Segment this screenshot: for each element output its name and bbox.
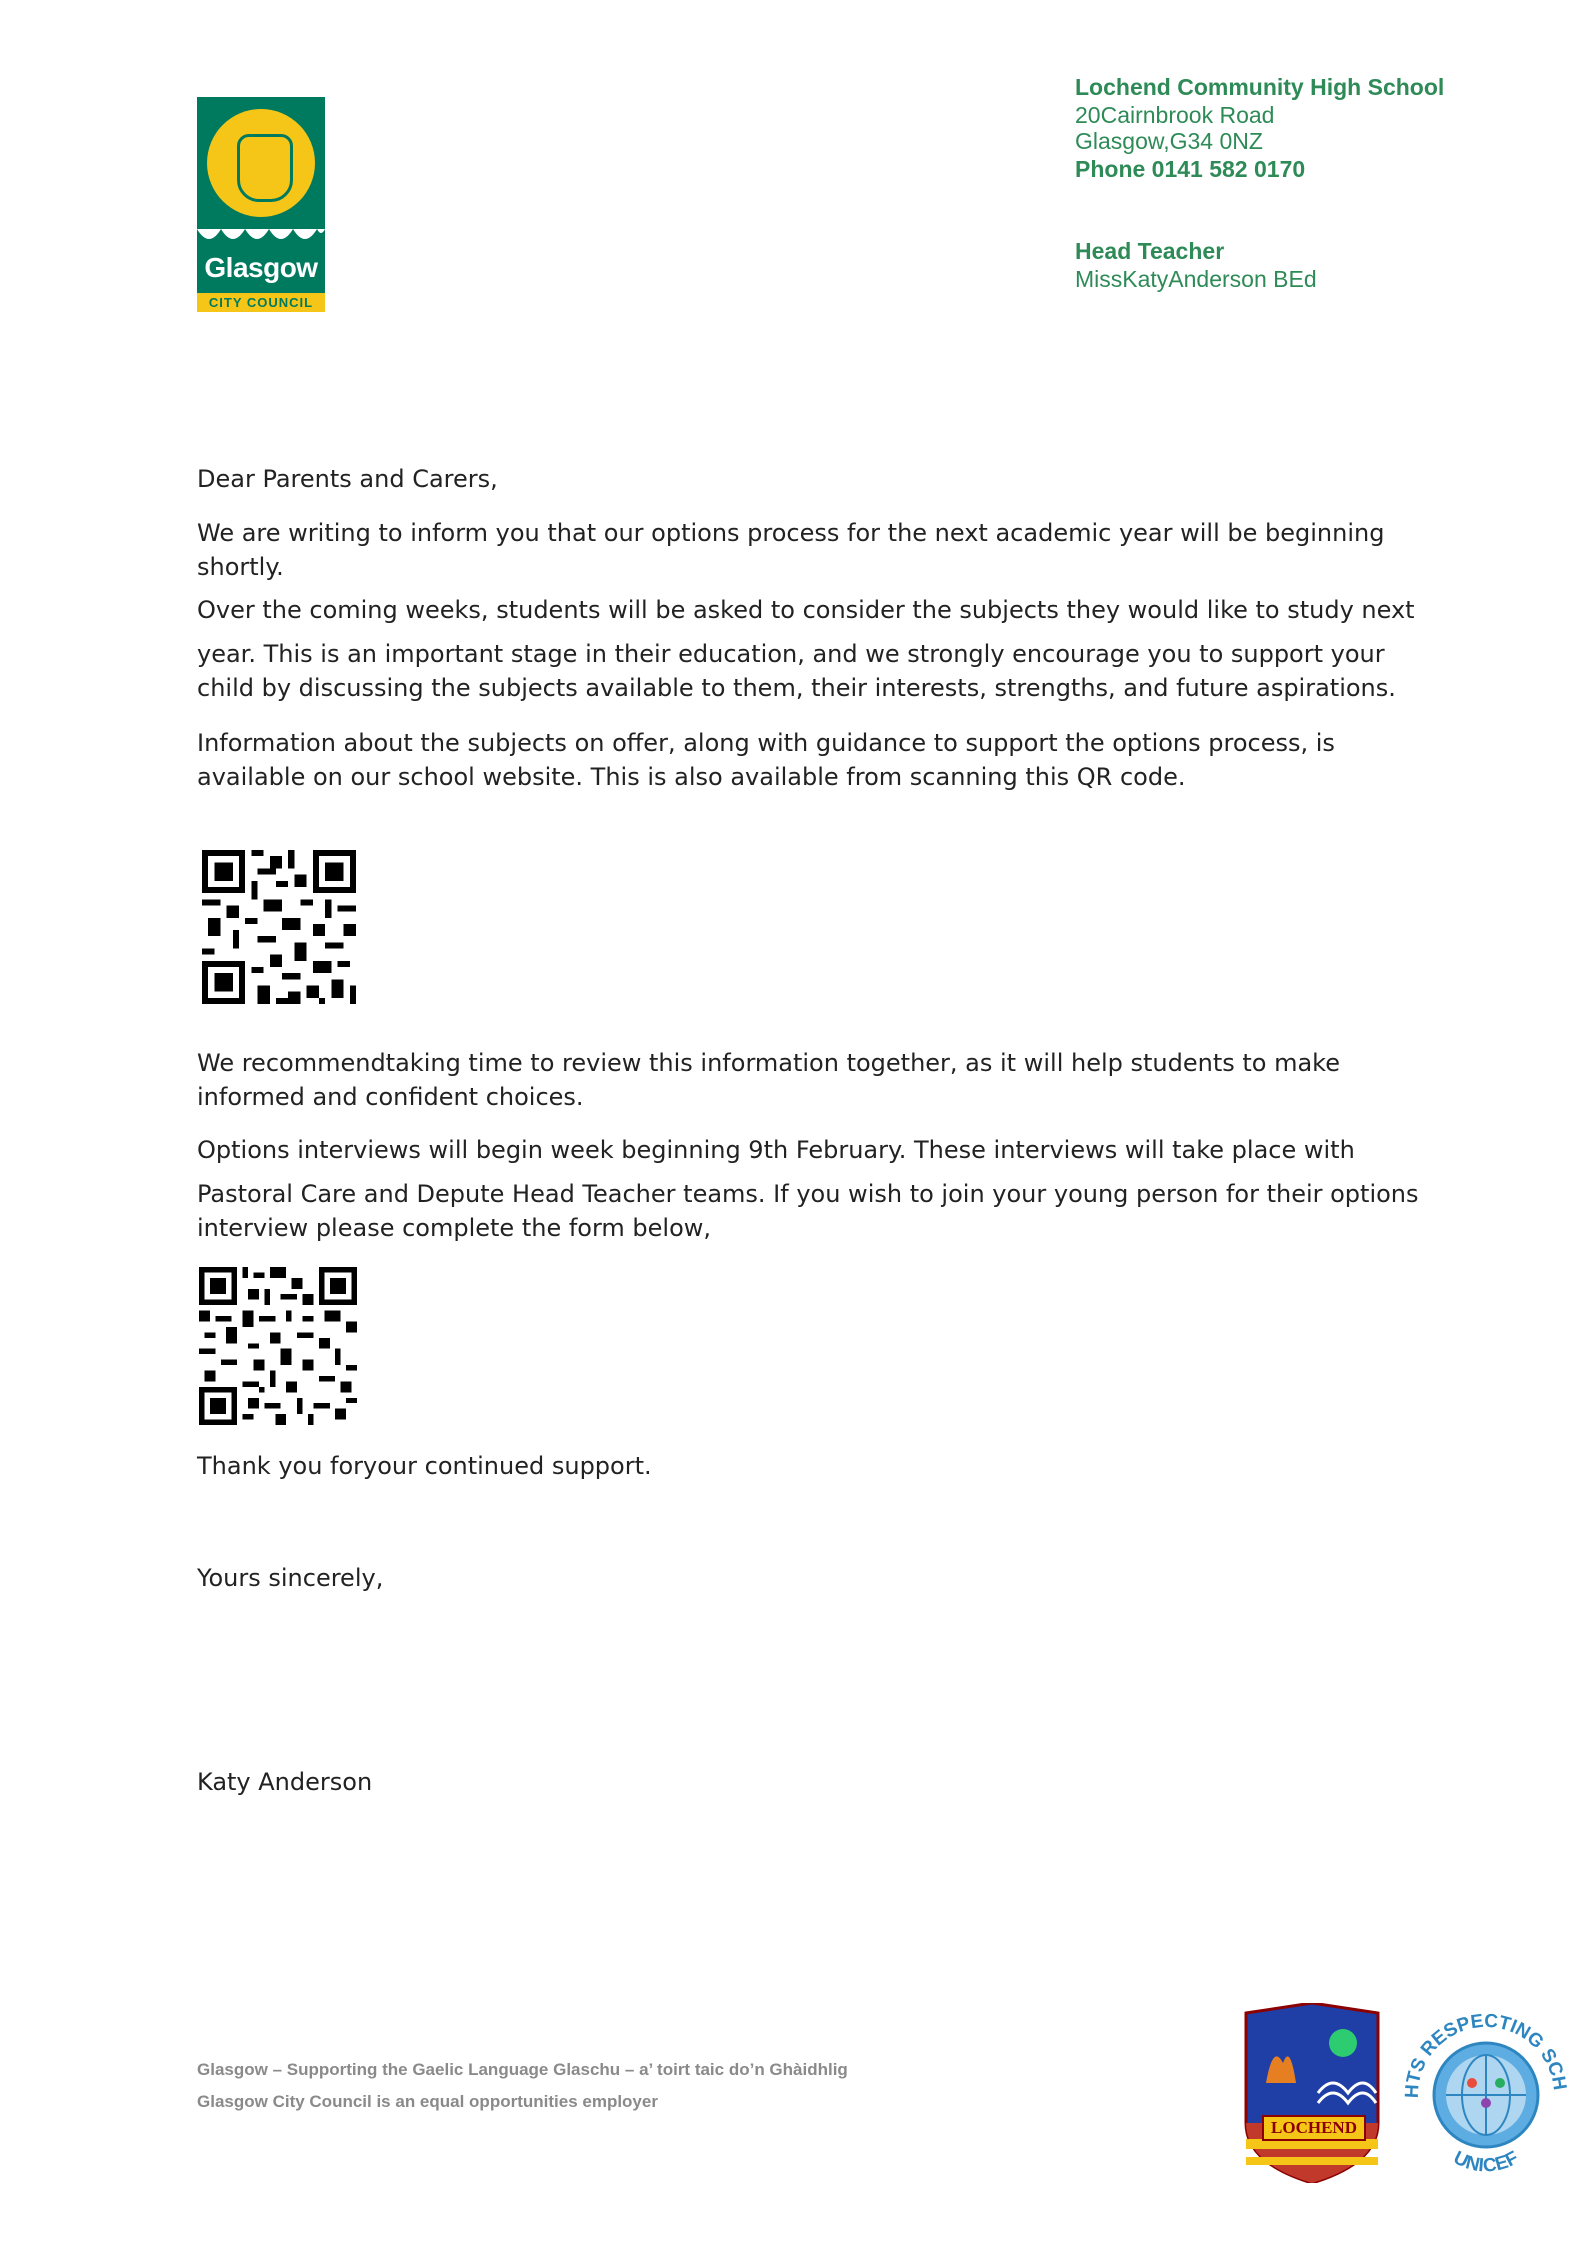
paragraph-5-line-1: Options interviews will begin week beginning 9th February. These interviews will take place with xyxy=(197,1136,1355,1164)
paragraph-1: We are writing to inform you that our options process for the next academic year will be beginning shortly. xyxy=(197,519,1385,581)
interview-form-qr-code[interactable] xyxy=(199,1267,357,1425)
options-info-qr-code[interactable] xyxy=(202,850,356,1004)
phone-number: Phone 0141 582 0170 xyxy=(1075,156,1306,182)
head-teacher-role: Head Teacher xyxy=(1075,238,1225,264)
signatory-name: Katy Anderson xyxy=(197,1768,373,1796)
logo-band: CITY COUNCIL xyxy=(197,293,325,312)
lochend-school-badge xyxy=(1238,2003,1386,2183)
rights-respecting-school-badge xyxy=(1402,2003,1570,2183)
glasgow-city-council-logo xyxy=(197,97,325,312)
school-name: Lochend Community High School xyxy=(1075,74,1445,100)
head-teacher-name: MissKatyAnderson BEd xyxy=(1075,266,1317,292)
wave-pattern xyxy=(197,229,325,251)
thank-you-line: Thank you foryour continued support. xyxy=(197,1452,652,1480)
footer-equal-opportunities: Glasgow City Council is an equal opportunities employer xyxy=(197,2092,658,2111)
rrs-badge-bottom-text: UNICEF xyxy=(1450,2147,1523,2177)
lochend-badge-label: LOCHEND xyxy=(1262,2115,1366,2141)
paragraph-4: We recommendtaking time to review this information together, as it will help students to make informed and confident choices. xyxy=(197,1049,1340,1111)
paragraph-2-line-1: Over the coming weeks, students will be asked to consider the subjects they would like to study next xyxy=(197,596,1415,624)
svg-text:UNICEF xyxy=(1450,2147,1522,2176)
logo-wordmark: Glasgow xyxy=(204,252,318,283)
footer-gaelic-line: Glasgow – Supporting the Gaelic Language Glaschu – a’ toirt taic do’n Ghàidhlig xyxy=(197,2060,848,2079)
paragraph-5-rest: Pastoral Care and Depute Head Teacher teams. If you wish to join your young person for their options interview please complete the form below, xyxy=(197,1180,1419,1242)
closing: Yours sincerely, xyxy=(197,1564,384,1592)
salutation: Dear Parents and Carers, xyxy=(197,465,498,493)
address-line-2: Glasgow,G34 0NZ xyxy=(1075,128,1263,154)
crest-icon xyxy=(207,109,315,217)
paragraph-3: Information about the subjects on offer, along with guidance to support the options process, is available on our school website. This is also available from scanning this QR code. xyxy=(197,729,1335,791)
paragraph-2-rest: year. This is an important stage in their education, and we strongly encourage you to support your child by discussing the subjects available to them, their interests, strengths, and future aspirations. xyxy=(197,640,1396,702)
rrs-badge-top-text: HTS RESPECTING SCH xyxy=(1402,2010,1570,2099)
address-line-1: 20Cairnbrook Road xyxy=(1075,102,1275,128)
